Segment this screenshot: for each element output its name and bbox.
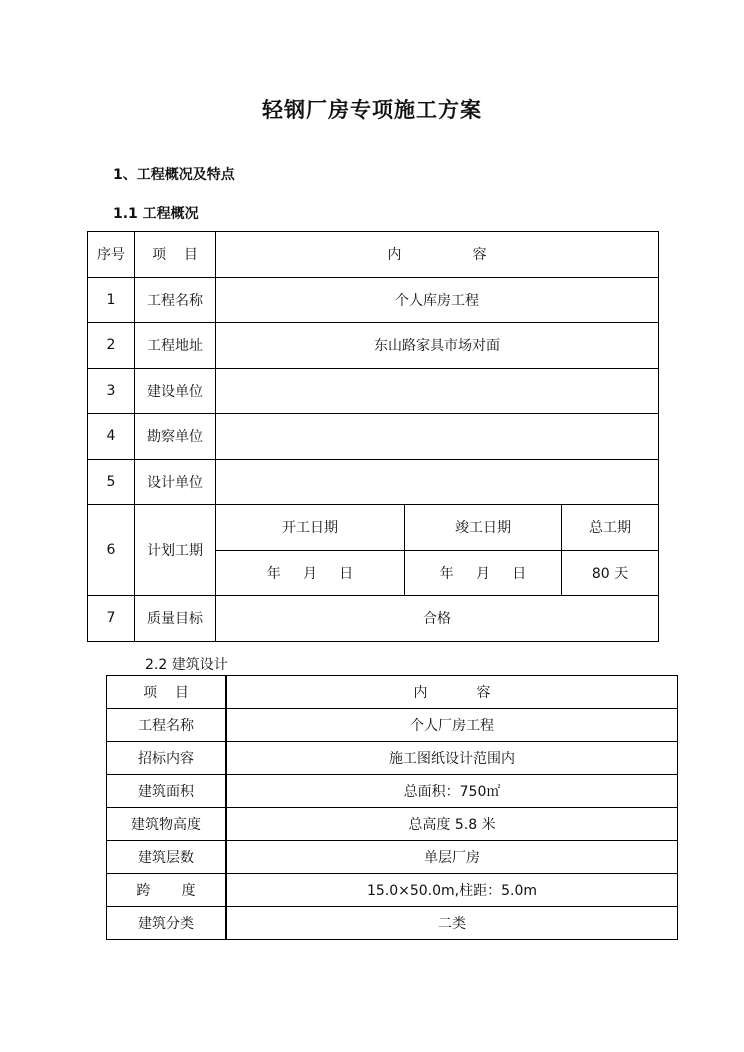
subsection-heading-project-overview: 1.1 工程概况	[113, 206, 199, 222]
row-no: 3	[88, 368, 135, 414]
header-no: 序号	[88, 232, 135, 278]
row-content: 合格	[216, 596, 659, 642]
start-date-value: 年 月 日	[216, 550, 405, 596]
row-content: 东山路家具市场对面	[216, 323, 659, 369]
table-row	[88, 459, 659, 505]
schedule-label-row	[88, 505, 659, 551]
row-content: 15.0×50.0m,柱距：5.0m	[226, 874, 678, 907]
row-item: 工程名称	[107, 709, 227, 742]
row-no: 5	[88, 459, 135, 505]
start-date-label: 开工日期	[216, 505, 405, 551]
row-content: 总面积：750㎡	[226, 775, 678, 808]
row-content	[216, 459, 659, 505]
header-content: 内 容	[226, 676, 678, 709]
header-content: 内 容	[216, 232, 659, 278]
row-item: 招标内容	[107, 742, 227, 775]
row-item: 质量目标	[135, 596, 216, 642]
table-row	[88, 414, 659, 460]
end-date-label: 竣工日期	[405, 505, 562, 551]
schedule-item: 计划工期	[135, 505, 216, 596]
section-heading-overview: 1、工程概况及特点	[113, 167, 235, 183]
header-item: 项 目	[107, 676, 227, 709]
table-row	[88, 596, 659, 642]
table-row	[88, 323, 659, 369]
table-row	[107, 709, 678, 742]
table-row	[107, 874, 678, 907]
end-date-value: 年 月 日	[405, 550, 562, 596]
table-row	[107, 841, 678, 874]
table-row	[107, 808, 678, 841]
row-item: 设计单位	[135, 459, 216, 505]
row-content: 个人库房工程	[216, 277, 659, 323]
table-row	[107, 907, 678, 940]
subsection-heading-architecture: 2.2 建筑设计	[145, 657, 228, 673]
row-no: 7	[88, 596, 135, 642]
table-header-row	[107, 676, 678, 709]
schedule-no: 6	[88, 505, 135, 596]
document-title: 轻钢厂房专项施工方案	[262, 98, 482, 122]
row-content	[216, 414, 659, 460]
row-content: 总高度 5.8 米	[226, 808, 678, 841]
row-item: 建筑物高度	[107, 808, 227, 841]
row-content: 施工图纸设计范围内	[226, 742, 678, 775]
table-header-row	[88, 232, 659, 278]
project-overview-table	[87, 231, 659, 642]
architecture-design-table	[106, 675, 678, 940]
header-item: 项 目	[135, 232, 216, 278]
table-row	[88, 277, 659, 323]
row-content: 二类	[226, 907, 678, 940]
row-content	[216, 368, 659, 414]
row-item: 建筑层数	[107, 841, 227, 874]
total-duration-value: 80 天	[562, 550, 659, 596]
row-item: 建筑面积	[107, 775, 227, 808]
row-item: 建设单位	[135, 368, 216, 414]
row-no: 2	[88, 323, 135, 369]
row-no: 1	[88, 277, 135, 323]
row-item: 建筑分类	[107, 907, 227, 940]
table-row	[88, 368, 659, 414]
row-item: 工程地址	[135, 323, 216, 369]
row-item: 跨 度	[107, 874, 227, 907]
row-item: 工程名称	[135, 277, 216, 323]
row-content: 个人厂房工程	[226, 709, 678, 742]
total-duration-label: 总工期	[562, 505, 659, 551]
row-content: 单层厂房	[226, 841, 678, 874]
table-row	[107, 775, 678, 808]
table-row	[107, 742, 678, 775]
row-item: 勘察单位	[135, 414, 216, 460]
row-no: 4	[88, 414, 135, 460]
